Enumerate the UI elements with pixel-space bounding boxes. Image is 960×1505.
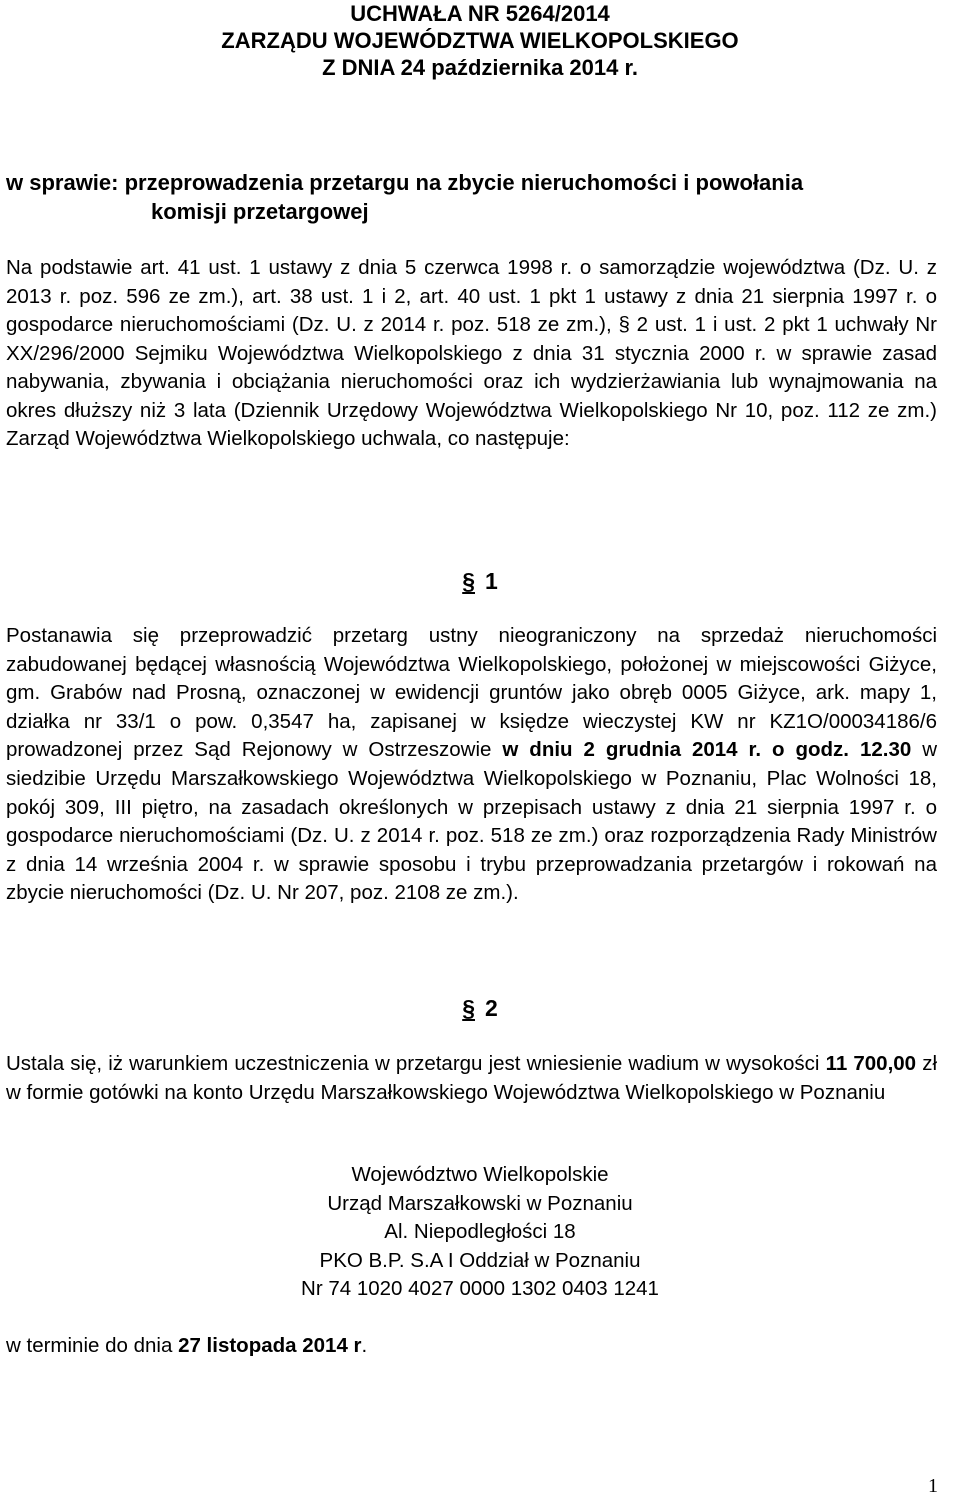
section-symbol: § — [462, 995, 475, 1021]
bank-name: PKO B.P. S.A I Oddział w Poznaniu — [319, 1248, 641, 1272]
auction-date-time: w dniu 2 grudnia 2014 r. o godz. 12.30 — [502, 738, 912, 762]
section-1-text-end: w siedzibie Urzędu Marszałkowskiego Województwa Wielkopolskiego w Poznaniu, Plac Wolności 18, pokój 309, III piętro, na zasadach określonych w przepisach ustawy z dnia 21 sierpnia 1997 r. o gospodarce nieruchomościami (Dz. U. z 2014 r. poz. 518 ze zm.) oraz rozporządzenia Rady Ministrów z dnia 14 września 2004 r. w sprawie sposobu i trybu przeprowadzania przetargów i rokowań na zbycie nieruchomości (Dz. U. Nr 207, poz. 2108 ze zm.). — [6, 738, 938, 905]
office-name: Urząd Marszałkowski w Poznaniu — [327, 1191, 633, 1215]
section-1-text-start: Postanawia się przeprowadzić przetarg ustny nieograniczony na sprzedaż nieruchomości zabudowanej będącej własnością Województwa Wielkopolskiego, położonej w miejscowości Giżyce, gm. Grabów nad Prosną, oznaczonej w ewidencji gruntów jako obręb 0005 Giżyce, ark. mapy 1, działka nr 33/1 o pow. 0,3547 ha, zapisanej w księdze wieczystej KW nr KZ1O/00034186/6 prowadzonej przez Sąd Rejonowy w Ostrzeszowie — [6, 624, 937, 762]
page-number: 1 — [928, 1475, 938, 1497]
deposit-deadline — [6, 1332, 937, 1360]
deadline-date: 27 listopada 2014 r — [178, 1334, 362, 1357]
section-2-text-start: Ustala się, iż warunkiem uczestniczenia w przetargu jest wniesienie wadium w wysokości — [6, 1052, 826, 1075]
resolution-date: Z DNIA 24 października 2014 r. — [322, 55, 638, 80]
section-symbol: § — [462, 568, 475, 594]
section-2-paragraph — [6, 1050, 937, 1107]
legal-basis-paragraph: Na podstawie art. 41 ust. 1 ustawy z dnia 5 czerwca 1998 r. o samorządzie województwa (Dz. U. z 2013 r. poz. 596 ze zm.), art. 38 ust. 1 i 2, art. 40 ust. 1 pkt 1 ustawy z dnia 21 sierpnia 1997 r. o gospodarce nieruchomościami (Dz. U. z 2014 r. poz. 518 ze zm.), § 2 ust. 1 i ust. 2 pkt 1 uchwały Nr XX/296/2000 Sejmiku Województwa Wielkopolskiego z dnia 31 stycznia 2000 r. w sprawie zasad nabywania, zbywania i obciążania nieruchomości oraz ich wydzierżawiania lub wynajmowania na okres dłuższy niż 3 lata (Dziennik Urzędowy Województwa Wielkopolskiego Nr 10, poz. 112 ze zm.) Zarząd Województwa Wielkopolskiego uchwala, co następuje: — [6, 256, 937, 450]
section-1-heading — [0, 566, 960, 596]
section-2-heading — [0, 993, 960, 1023]
account-holder: Województwo Wielkopolskie — [351, 1163, 609, 1186]
section-1-paragraph — [6, 622, 937, 908]
section-number: 2 — [485, 995, 498, 1021]
resolution-header — [0, 0, 960, 81]
resolution-number: UCHWAŁA NR 5264/2014 — [350, 1, 610, 26]
section-2-text-end: zł w formie gotówki na konto Urzędu Marszałkowskiego Województwa Wielkopolskiego w Poznaniu — [6, 1052, 937, 1104]
bank-account-details — [0, 1161, 960, 1304]
deadline-period: . — [361, 1334, 368, 1357]
section-number: 1 — [485, 568, 498, 594]
resolution-subject — [6, 168, 946, 226]
subject-line-2: komisji przetargowej — [151, 199, 369, 224]
deposit-amount: 11 700,00 — [825, 1052, 917, 1075]
deadline-text: w terminie do dnia — [6, 1334, 179, 1357]
issuing-body: ZARZĄDU WOJEWÓDZTWA WIELKOPOLSKIEGO — [221, 28, 739, 53]
subject-line-1: w sprawie: przeprowadzenia przetargu na zbycie nieruchomości i powołania — [6, 170, 804, 195]
account-number: Nr 74 1020 4027 0000 1302 0403 1241 — [301, 1277, 659, 1301]
office-address: Al. Niepodległości 18 — [384, 1220, 576, 1244]
